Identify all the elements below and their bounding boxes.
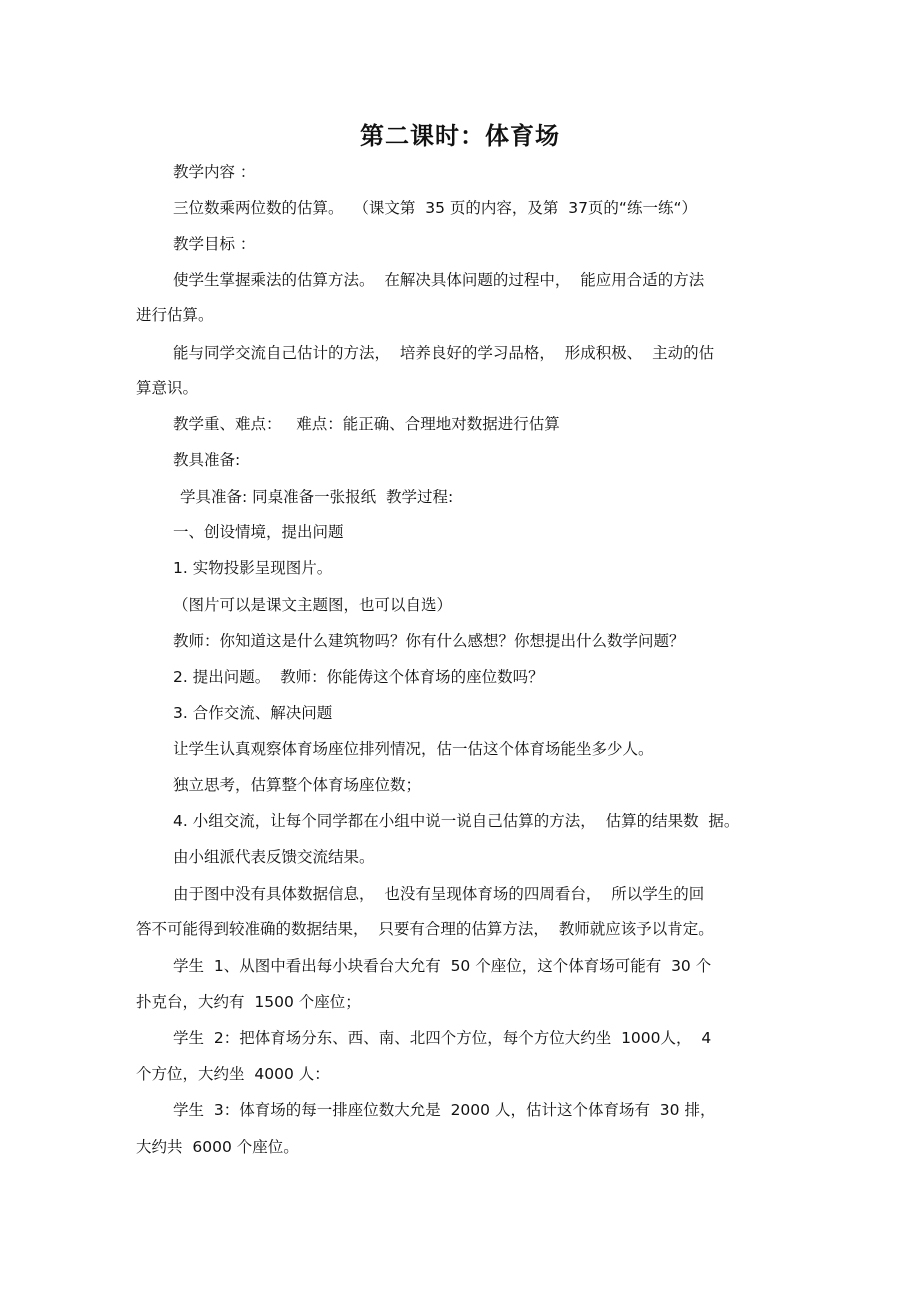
text-line: 教学重、难点： 难点：能正确、合理地对数据进行估算 [173, 415, 560, 433]
text-line: 让学生认真观察体育场座位排列情况，估一估这个体育场能坐多少人。 [173, 740, 654, 758]
text-line: 教具准备: [173, 451, 241, 469]
text-line: 4. 小组交流，让每个同学都在小组中说一说自己估算的方法， 估算的结果数 据。 [173, 812, 740, 830]
text-line: 答不可能得到较准确的数据结果， 只要有合理的估算方法， 教师就应该予以肯定。 [136, 920, 714, 938]
text-line: 由于图中没有具体数据信息， 也没有呈现体育场的四周看台， 所以学生的回 [173, 885, 705, 903]
text-line: 三位数乘两位数的估算。 （课文第 35 页的内容，及第 37页的“练一练“） [173, 199, 697, 217]
text-line: （图片可以是课文主题图，也可以自选） [173, 596, 453, 614]
text-line: 大约共 6000 个座位。 [136, 1138, 299, 1156]
page-title: 第二课时：体育场 [360, 122, 560, 150]
text-line: 教学内容 ： [173, 163, 256, 181]
text-line: 扑克台，大约有 1500 个座位； [136, 993, 361, 1011]
text-line: 3. 合作交流、解决问题 [173, 704, 333, 722]
text-line: 学生 3：体育场的每一排座位数大允是 2000 人，估计这个体育场有 30 排， [173, 1101, 716, 1119]
text-line: 学生 1、从图中看出每小块看台大允有 50 个座位，这个体育场可能有 30 个 [173, 957, 712, 975]
text-line: 学生 2：把体育场分东、西、南、北四个方位，每个方位大约坐 1000人， 4 [173, 1029, 712, 1047]
text-line: 独立思考，估算整个体育场座位数； [173, 776, 422, 794]
text-line: 教学目标 ： [173, 235, 256, 253]
text-line: 使学生掌握乘法的估算方法。 在解决具体问题的过程中， 能应用合适的方法 [173, 271, 705, 289]
text-line: 个方位，大约坐 4000 人： [136, 1065, 330, 1083]
section-heading: 一、创设情境，提出问题 [173, 523, 344, 541]
text-line: 2. 提出问题。 教师：你能俦这个体育场的座位数吗？ [173, 668, 544, 686]
text-line: 进行估算。 [136, 306, 214, 324]
text-line: 能与同学交流自己估计的方法， 培养良好的学习品格， 形成积极、 主动的估 [173, 344, 715, 362]
text-line: 学具准备: 同桌准备一张报纸 教学过程: [180, 488, 454, 506]
text-line: 由小组派代表反馈交流结果。 [173, 848, 375, 866]
text-line: 1. 实物投影呈现图片。 [173, 559, 333, 577]
text-line: 算意识。 [136, 379, 199, 397]
text-line: 教师：你知道这是什么建筑物吗？你有什么感想？你想提出什么数学问题？ [173, 632, 685, 650]
